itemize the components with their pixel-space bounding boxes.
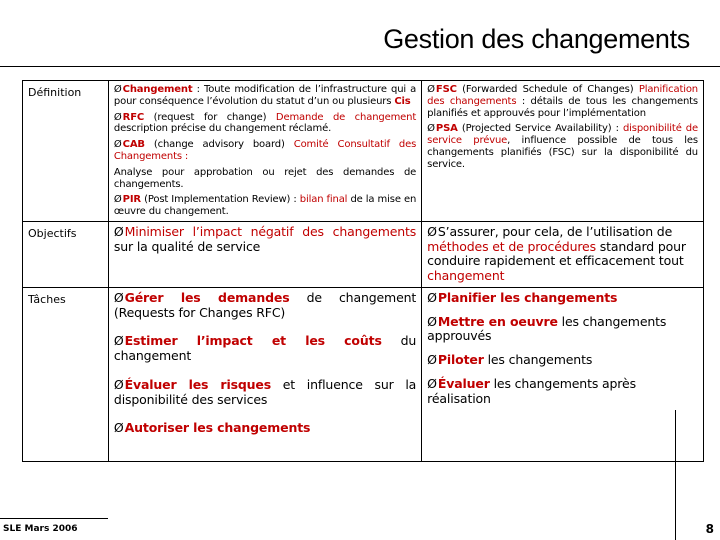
objectifs-right-cell — [422, 221, 704, 287]
tache-highlight: Autoriser les changements — [124, 420, 311, 436]
arrow-bullet-icon: Ø — [113, 84, 122, 95]
tache-highlight: Gérer les demandes — [124, 289, 290, 305]
definition-cab-detail: Analyse pour approbation ou rejet des demandes de changements. — [113, 166, 417, 190]
term-changement: Changement — [122, 84, 193, 95]
objectif-text: S’assurer, pour cela, de l’utilisation de — [437, 223, 673, 239]
term-pir: PIR — [122, 194, 141, 206]
tache-highlight: Piloter — [437, 352, 484, 368]
arrow-bullet-icon: Ø — [427, 289, 437, 305]
tache-estimer — [114, 334, 416, 364]
definition-highlight: Comité Consultatif des Changements : — [113, 139, 417, 162]
definition-text: (change advisory board) — [144, 139, 294, 151]
arrow-bullet-icon: Ø — [427, 352, 437, 368]
definition-left-cell — [108, 81, 421, 222]
definition-text: : Toute modification de l’infrastructure qui a pour conséquence l’évolution du statut d’un ou plusieurs — [113, 84, 417, 107]
term-fsc: FSC — [435, 84, 457, 95]
page-number: 8 — [705, 522, 714, 536]
row-objectifs — [23, 221, 704, 287]
term-psa: PSA — [435, 123, 458, 135]
objectif-highlight: méthodes et de procédures — [427, 238, 596, 254]
tache-highlight: Mettre en oeuvre — [437, 313, 558, 329]
tache-piloter — [427, 353, 698, 368]
objectif-methodes — [427, 225, 698, 284]
definition-right-cell — [422, 81, 704, 222]
row-label-objectifs: Objectifs — [23, 221, 109, 287]
definition-text: , influence possible de tous les changements planifiés (FSC) sur la disponibilité du service. — [427, 135, 698, 170]
footer-divider — [0, 518, 108, 519]
content-table — [22, 80, 704, 462]
definition-cab — [114, 139, 416, 163]
page-number-divider — [675, 410, 676, 540]
row-definition — [23, 81, 704, 222]
arrow-bullet-icon: Ø — [113, 223, 124, 239]
definition-text: (Forwarded Schedule of Changes) — [456, 84, 639, 95]
definition-text: (Projected Service Availability) : — [457, 123, 623, 135]
tache-highlight: Estimer l’impact et les coûts — [124, 333, 382, 349]
objectif-minimiser — [114, 225, 416, 255]
tache-text: et influence sur la disponibilité des services — [113, 376, 417, 407]
tache-mettre-en-oeuvre — [427, 315, 698, 345]
objectif-highlight: changement — [427, 268, 505, 284]
arrow-bullet-icon: Ø — [427, 84, 435, 95]
tache-evaluer-risques — [114, 378, 416, 408]
objectif-text: sur la qualité de service — [113, 238, 261, 254]
arrow-bullet-icon: Ø — [427, 123, 435, 135]
tache-text: de changement (Requests for Changes RFC) — [113, 289, 417, 320]
arrow-bullet-icon: Ø — [427, 375, 437, 391]
taches-right-cell — [422, 287, 704, 461]
tache-text: les changements — [483, 352, 593, 368]
arrow-bullet-icon: Ø — [113, 289, 124, 305]
objectif-highlight: Minimiser l’impact négatif des changements — [124, 223, 417, 239]
arrow-bullet-icon: Ø — [113, 420, 124, 436]
page-title: Gestion des changements — [383, 24, 690, 54]
objectifs-left-cell — [108, 221, 421, 287]
tache-gerer — [114, 291, 416, 321]
definition-changement — [114, 84, 416, 108]
tache-text: du changement — [113, 333, 417, 364]
arrow-bullet-icon: Ø — [113, 194, 122, 206]
tache-planifier — [427, 291, 698, 306]
tache-highlight: Évaluer — [437, 375, 490, 391]
title-divider — [0, 66, 720, 67]
arrow-bullet-icon: Ø — [113, 376, 124, 392]
arrow-bullet-icon: Ø — [113, 139, 122, 151]
definition-text: de la mise en œuvre du changement. — [113, 194, 417, 218]
definition-text: : détails de tous les changements planifiés et approuvés pour l’implémentation — [427, 95, 698, 119]
arrow-bullet-icon: Ø — [427, 313, 437, 329]
tache-text: les changements approuvés — [427, 313, 667, 344]
definition-highlight: Demande de changement — [275, 111, 417, 123]
taches-left-cell — [108, 287, 421, 461]
tache-highlight: Évaluer les risques — [124, 376, 272, 392]
footer-label: SLE Mars 2006 — [3, 524, 78, 534]
term-cab: CAB — [122, 139, 145, 151]
definition-pir — [114, 194, 416, 218]
term-rfc: RFC — [122, 111, 145, 123]
definition-highlight: disponibilité de service prévue — [427, 123, 698, 147]
tache-highlight: Planifier les changements — [437, 289, 618, 305]
definition-text: (request for change) — [144, 111, 276, 123]
tache-autoriser — [114, 421, 416, 436]
definition-highlight: bilan final — [299, 194, 348, 206]
arrow-bullet-icon: Ø — [113, 111, 122, 123]
objectif-text: standard pour conduire rapidement et efficacement tout — [427, 238, 686, 269]
definition-text: description précise du changement réclamé. — [113, 123, 332, 135]
term-cis: Cis — [394, 95, 411, 107]
definition-fsc — [427, 84, 698, 119]
row-label-taches: Tâches — [23, 287, 109, 461]
definition-psa — [427, 123, 698, 170]
definition-text: (Post Implementation Review) : — [140, 194, 300, 206]
tache-evaluer — [427, 377, 698, 407]
arrow-bullet-icon: Ø — [427, 223, 437, 239]
row-taches — [23, 287, 704, 461]
definition-highlight: Planification des changements — [427, 84, 698, 107]
tache-text: les changements après réalisation — [427, 375, 636, 406]
row-label-definition: Définition — [23, 81, 109, 222]
definition-rfc — [114, 112, 416, 136]
arrow-bullet-icon: Ø — [113, 333, 124, 349]
